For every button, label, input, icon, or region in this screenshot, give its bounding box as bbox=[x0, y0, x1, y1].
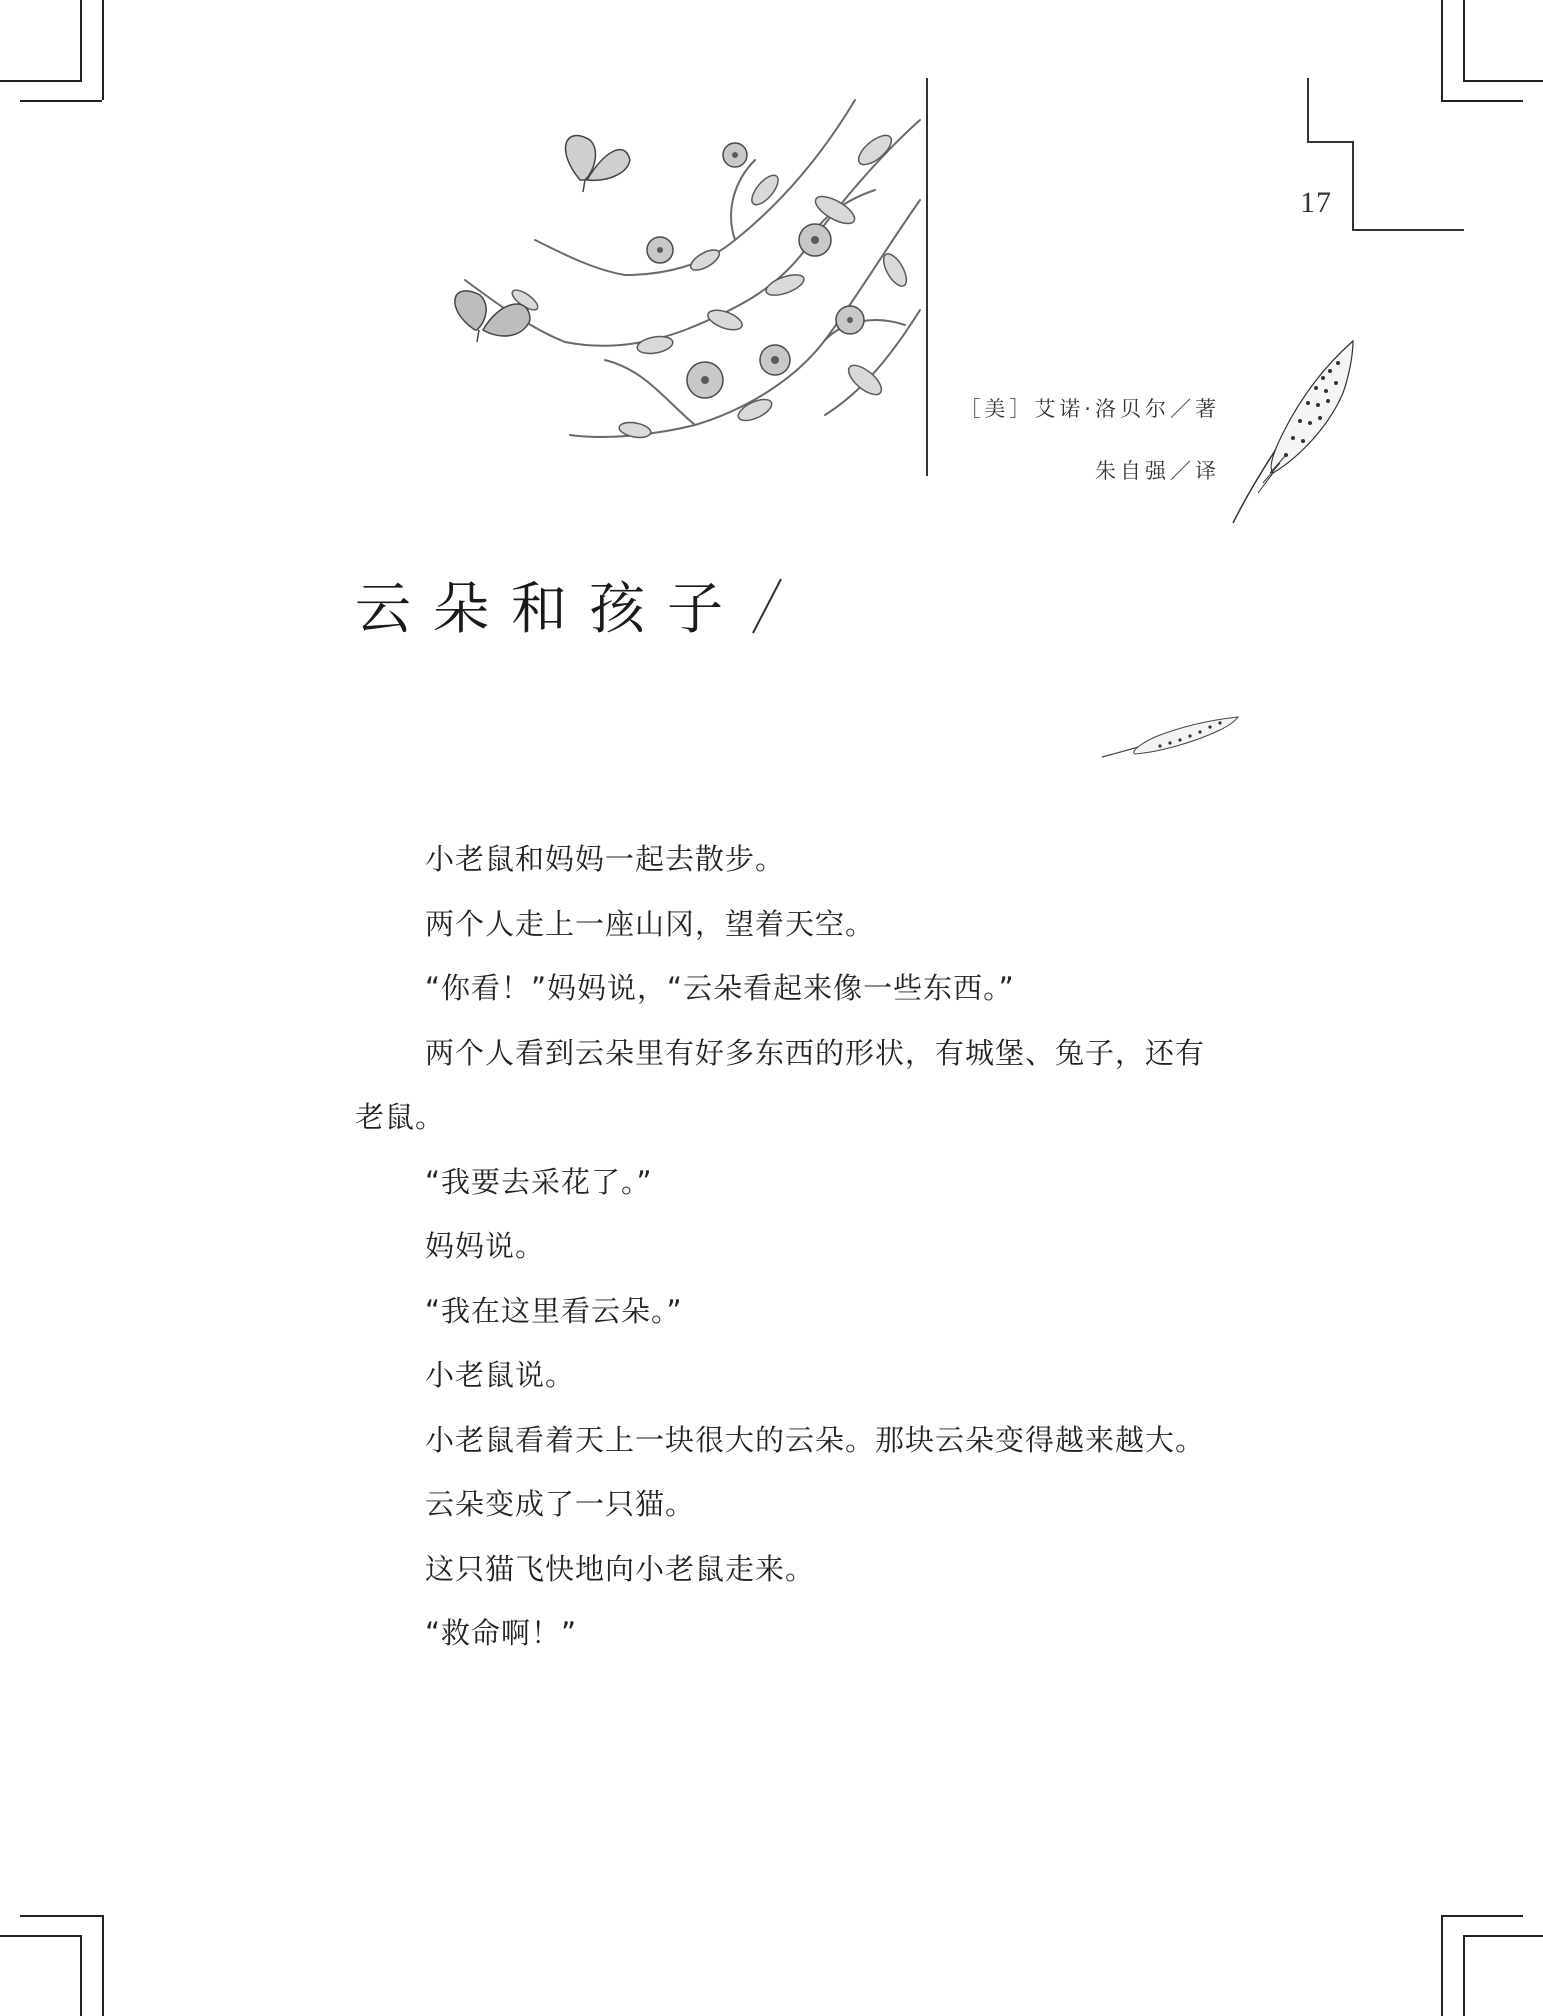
header-rule bbox=[1352, 141, 1354, 231]
crop-mark bbox=[102, 0, 104, 100]
paragraph: “我要去采花了。” bbox=[425, 1164, 653, 1199]
paragraph: 云朵变成了一只猫。 bbox=[425, 1487, 696, 1521]
crop-mark bbox=[1441, 100, 1523, 102]
header-rule bbox=[1352, 229, 1464, 231]
translator-credit: 朱自强／译 bbox=[1095, 459, 1220, 483]
crop-mark bbox=[80, 1935, 82, 2016]
author-credit: ［美］艾诺·洛贝尔／著 bbox=[959, 397, 1220, 421]
paragraph: 妈妈说。 bbox=[425, 1229, 546, 1263]
article-title: 云朵和孩子 bbox=[355, 577, 745, 642]
title-block bbox=[355, 565, 785, 645]
crop-mark bbox=[1463, 1935, 1465, 2016]
paragraph: 小老鼠和妈妈一起去散步。 bbox=[425, 842, 786, 876]
paragraph: 这只猫飞快地向小老鼠走来。 bbox=[425, 1551, 816, 1586]
header-rule bbox=[1307, 78, 1309, 142]
paragraph: “救命啊！” bbox=[425, 1616, 578, 1650]
crop-mark bbox=[1463, 0, 1465, 82]
crop-mark bbox=[1441, 0, 1443, 100]
crop-mark bbox=[1441, 1915, 1523, 1917]
paragraph: “你看！”妈妈说，“云朵看起来像一些东西。” bbox=[425, 971, 1015, 1005]
crop-mark bbox=[80, 0, 82, 82]
crop-mark bbox=[1463, 80, 1543, 82]
paragraph: 小老鼠说。 bbox=[425, 1358, 576, 1392]
crop-mark bbox=[20, 100, 102, 102]
paragraph: “我在这里看云朵。” bbox=[425, 1293, 683, 1328]
article-body bbox=[355, 827, 1215, 1666]
paragraph: 小老鼠看着天上一块很大的云朵。那块云朵变得越来越大。 bbox=[425, 1422, 1206, 1457]
crop-mark bbox=[0, 1935, 82, 1937]
crop-mark bbox=[0, 80, 82, 82]
slash-ornament bbox=[749, 575, 785, 635]
feather-icon bbox=[1228, 333, 1368, 528]
header-rule bbox=[1307, 141, 1352, 143]
page-number: 17 bbox=[1300, 186, 1332, 219]
crop-mark bbox=[102, 1915, 104, 2016]
crop-mark bbox=[1441, 1915, 1443, 2016]
crop-mark bbox=[20, 1915, 102, 1917]
butterfly-icon bbox=[566, 136, 630, 192]
crop-mark bbox=[1463, 1935, 1543, 1937]
feather-icon bbox=[1100, 712, 1240, 762]
paragraph: 两个人走上一座山冈，望着天空。 bbox=[425, 906, 876, 941]
floral-illustration bbox=[405, 80, 925, 470]
paragraph: 两个人看到云朵里有好多东西的形状，有城堡、兔子，还有老鼠。 bbox=[355, 1035, 1206, 1134]
